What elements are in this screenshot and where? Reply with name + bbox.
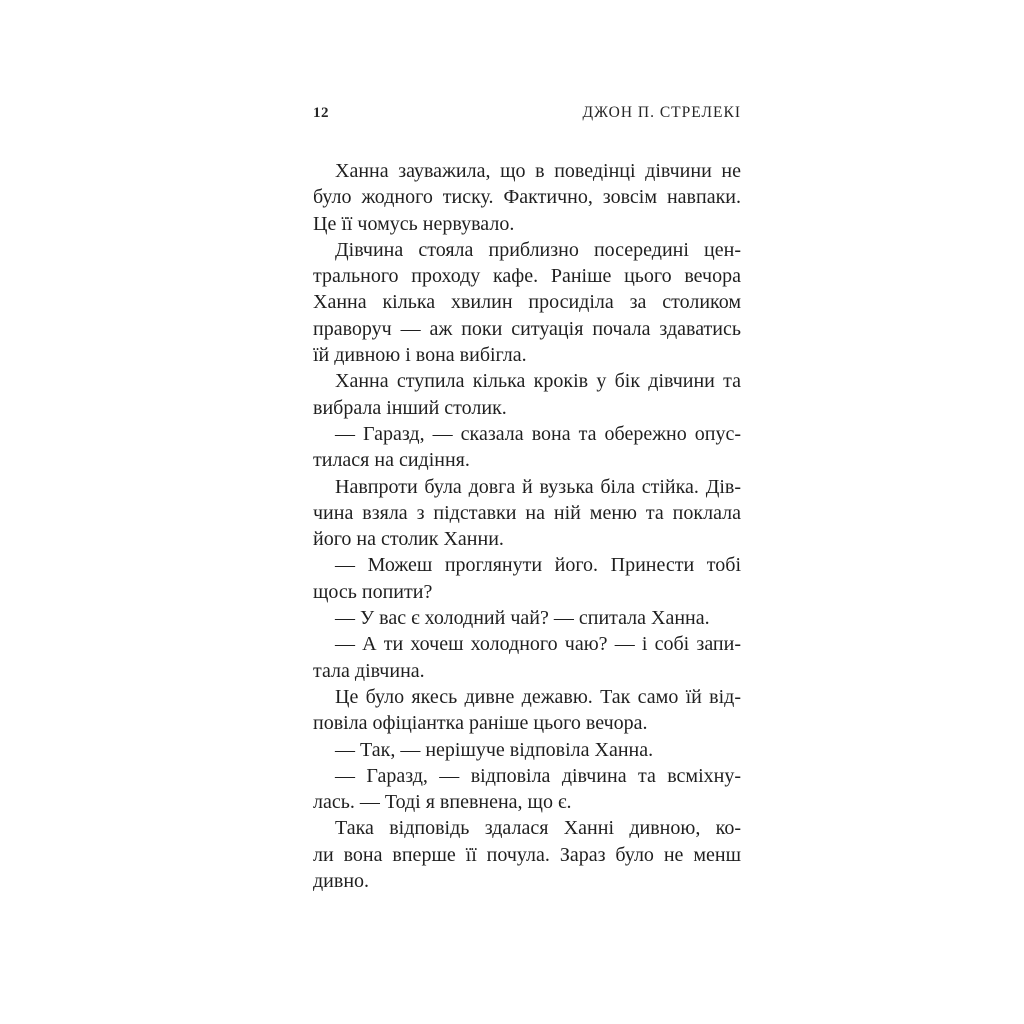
text-line: праворуч — аж поки ситуація почала здаватись <box>313 317 741 340</box>
text-line: повіла офіціантка раніше цього вечора. <box>313 712 648 735</box>
page-number: 12 <box>313 105 329 121</box>
text-line: лась. — Тоді я впевнена, що є. <box>313 791 572 814</box>
text-line: щось попити? <box>313 580 433 603</box>
text-line: — Гаразд, — сказала вона та обережно опус- <box>335 422 741 445</box>
paragraph <box>313 605 741 631</box>
body-text <box>313 158 741 894</box>
paragraph <box>313 737 741 763</box>
text-line: Навпроти була довга й вузька біла стійка. Дів- <box>335 475 741 498</box>
text-line: — Гаразд, — відповіла дівчина та всміхну- <box>335 764 741 787</box>
text-line: чина взяла з підставки на ній меню та поклала <box>313 501 741 524</box>
text-line: його на столик Ханни. <box>313 528 504 551</box>
text-line: ли вона вперше її почула. Зараз було не менш <box>313 843 741 866</box>
paragraph <box>313 474 741 553</box>
text-line: тилася на сидіння. <box>313 449 470 472</box>
paragraph <box>313 684 741 737</box>
text-line: — У вас є холодний чай? — спитала Ханна. <box>335 607 710 630</box>
text-line: їй дивною і вона вибігла. <box>313 344 527 367</box>
text-line: тала дівчина. <box>313 659 425 682</box>
text-line: вибрала інший столик. <box>313 396 507 419</box>
paragraph <box>313 368 741 421</box>
text-line: Ханна ступила кілька кроків у бік дівчини та <box>335 370 741 393</box>
text-line: Це було якесь дивне дежавю. Так само їй від- <box>335 685 741 708</box>
running-head: ДЖОН П. СТРЕЛЕКІ <box>582 104 741 121</box>
text-line: — Так, — нерішуче відповіла Ханна. <box>335 738 654 761</box>
text-line: — Можеш проглянути його. Принести тобі <box>335 554 741 577</box>
paragraph <box>313 631 741 684</box>
text-line: — А ти хочеш холодного чаю? — і собі запи- <box>335 633 741 656</box>
text-column <box>313 104 741 894</box>
paragraph <box>313 421 741 474</box>
text-line: було жодного тиску. Фактично, зовсім навпаки. <box>313 186 741 209</box>
text-line: Дівчина стояла приблизно посередині цен- <box>335 238 741 261</box>
paragraph <box>313 763 741 816</box>
paragraph <box>313 158 741 237</box>
text-line: дивно. <box>313 870 370 893</box>
text-line: Це її чомусь нервувало. <box>313 212 515 235</box>
text-line: трального проходу кафе. Раніше цього вечора <box>313 265 741 288</box>
paragraph <box>313 552 741 605</box>
paragraph <box>313 815 741 894</box>
text-line: Ханна зауважила, що в поведінці дівчини не <box>335 160 741 182</box>
paragraph <box>313 237 741 368</box>
text-line: Ханна кілька хвилин просиділа за столиком <box>313 291 741 314</box>
text-line: Така відповідь здалася Ханні дивною, ко- <box>335 817 741 840</box>
page-header <box>313 104 741 122</box>
